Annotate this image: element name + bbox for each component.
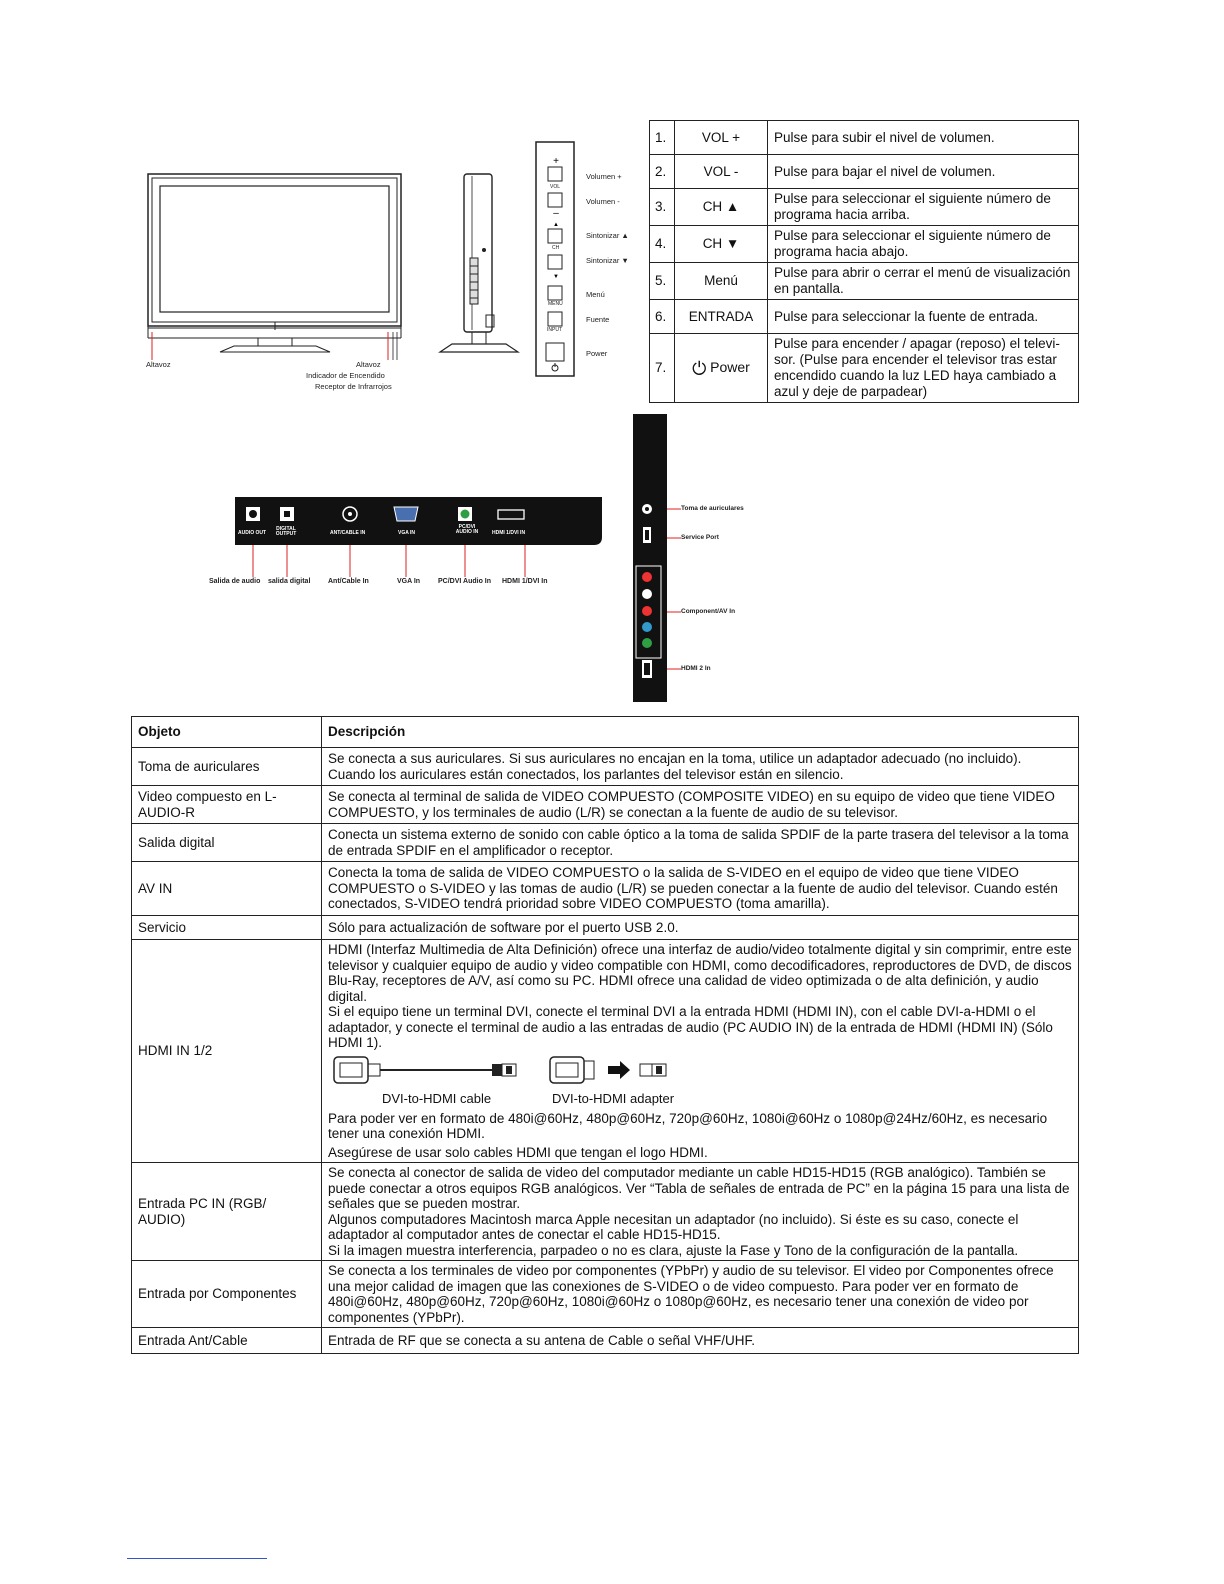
button-description: Pulse para subir el nivel de volumen.: [768, 121, 1079, 155]
callout-pc-dvi-audio-in: PC/DVI Audio In: [438, 578, 492, 585]
button-description: Pulse para abrir o cerrar el menú de visualización en pantalla.: [768, 263, 1079, 300]
table-row: [132, 862, 1079, 916]
object-description: [322, 1163, 1079, 1261]
label-speaker-left: Altavoz: [146, 360, 171, 369]
object-name: HDMI IN 1/2: [132, 940, 322, 1163]
label-power-indicator: Indicador de Encendido: [306, 371, 385, 380]
object-name: Entrada por Componentes: [132, 1261, 322, 1328]
row-number: 5.: [650, 263, 675, 300]
hdmi-paragraph-4: Asegúrese de usar solo cables HDMI que tengan el logo HDMI.: [328, 1144, 708, 1160]
row-number: 7.: [650, 334, 675, 403]
object-description: Conecta un sistema externo de sonido con cable óptico a la toma de salida SPDIF de la parte trasera del televisor a la toma de entrada SPDIF en el amplificador o receptor.: [322, 824, 1079, 862]
callout-digital-output: salida digital: [268, 578, 311, 585]
object-description: Entrada de RF que se conecta a su antena de Cable o señal VHF/UHF.: [322, 1328, 1079, 1354]
side-label-power: Power: [586, 349, 608, 358]
table-row: [650, 263, 1079, 300]
side-label-volume-down: Volumen -: [586, 197, 620, 206]
object-description: Sólo para actualización de software por el puerto USB 2.0.: [322, 916, 1079, 940]
callout-hdmi2-in: HDMI 2 In: [681, 665, 711, 672]
port-label-audio-out: AUDIO OUT: [238, 530, 267, 536]
power-icon: ⏻: [692, 358, 707, 379]
side-label-vol: VOL: [550, 184, 561, 190]
pc-in-paragraph-3: Si la imagen muestra interferencia, parpadeo o no es clara, ajuste la Fase y Tono de la configuración de la pantalla.: [328, 1242, 1019, 1258]
callout-headphone-jack: Toma de auriculares: [681, 505, 744, 512]
button-name: CH ▼: [675, 226, 768, 263]
pc-in-paragraph-2: Algunos computadores Macintosh marca Apple necesitan un adaptador (no incluido). Si éste es su caso, conecte el adaptador al computador antes de conectar el cable HD15-HD15.: [328, 1211, 1019, 1242]
object-description-hdmi: [322, 940, 1079, 1163]
table-row: [650, 189, 1079, 226]
object-name: Entrada Ant/Cable: [132, 1328, 322, 1354]
table-row: [650, 300, 1079, 334]
table-row-hdmi: [132, 940, 1079, 1163]
button-name-power: [675, 334, 768, 403]
row-number: 1.: [650, 121, 675, 155]
button-name: CH ▲: [675, 189, 768, 226]
object-description: Se conecta al terminal de salida de VIDEO COMPUESTO (COMPOSITE VIDEO) en su equipo de video que tiene VIDEO COMPUESTO, y los terminales de audio (L/R) se conectan a la fuente de audio de su televisor.: [322, 786, 1079, 824]
side-button-panel-illustration: [534, 140, 576, 380]
power-label: Power: [710, 359, 750, 376]
port-label-pc-dvi-audio-in: PC/DVI AUDIO IN: [455, 524, 479, 535]
button-name: VOL -: [675, 155, 768, 189]
objects-table: [131, 716, 1079, 1354]
row-number: 6.: [650, 300, 675, 334]
svg-text:+: +: [553, 156, 559, 167]
side-label-menu-text: Menú: [586, 290, 605, 299]
table-row: [650, 121, 1079, 155]
table-row: [132, 916, 1079, 940]
dvi-hdmi-diagram: [328, 1051, 1072, 1111]
button-description: Pulse para seleccionar el siguiente número de programa hacia abajo.: [768, 226, 1079, 263]
table-row: [650, 334, 1079, 403]
table-row: [132, 748, 1079, 786]
tv-front-illustration: [140, 170, 410, 360]
side-ports-illustration: [633, 414, 683, 704]
hdmi-paragraph-3: Para poder ver en formato de 480i@60Hz, 480p@60Hz, 720p@60Hz, 1080i@60Hz o 1080p@24Hz/60Hz, es necesario tener una conexión HDMI.: [328, 1110, 1048, 1141]
caption-dvi-hdmi-cable: DVI-to-HDMI cable: [382, 1090, 492, 1106]
side-label-volume-up: Volumen +: [586, 172, 622, 181]
hdmi-paragraph-1: HDMI (Interfaz Multimedia de Alta Definición) ofrece una interfaz de audio/video totalmente digital y sin comprimir, entre este televisor y cualquier equipo de audio y video compatible con HDMI, como decodificadores, reproductores de DVD, de discos Blu-Ray, receptores de A/V, así como su PC. HDMI ofrece una calidad de video optimizada o de alta definición, y audio digital.: [328, 942, 1072, 1004]
table-row: [132, 1328, 1079, 1354]
row-number: 2.: [650, 155, 675, 189]
table-header-row: [132, 717, 1079, 748]
table-row: [650, 226, 1079, 263]
side-label-input: INPUT: [547, 327, 562, 333]
side-label-menu: MENU: [548, 301, 563, 307]
port-label-digital-output: DIGITAL OUTPUT: [275, 526, 297, 537]
caption-dvi-hdmi-adapter: DVI-to-HDMI adapter: [552, 1090, 675, 1106]
button-description: Pulse para bajar el nivel de volumen.: [768, 155, 1079, 189]
tv-side-illustration: [436, 170, 522, 360]
side-label-ch: CH: [552, 245, 560, 251]
button-name: VOL +: [675, 121, 768, 155]
pc-in-paragraph-1: Se conecta al conector de salida de video del computador mediante un cable HD15-HD15 (RGB analógico). También se puede conectar a otros equipos RGB analógicos. Ver “Tabla de señales de entrada de PC” en la página 15 para una lista de señales que se pueden mostrar.: [328, 1165, 1070, 1211]
callout-component-av-in: Component/AV In: [681, 608, 736, 615]
table-row: [132, 1163, 1079, 1261]
svg-text:▲: ▲: [553, 222, 559, 228]
object-description: Se conecta a sus auriculares. Si sus auriculares no encajan en la toma, utilice un adaptador adecuado (no incluido). Cuando los auriculares están conectados, los parlantes del televisor están en silencio.: [322, 748, 1079, 786]
footnote-rule: [127, 1558, 267, 1559]
object-name: AV IN: [132, 862, 322, 916]
table-row: [132, 824, 1079, 862]
buttons-table: [649, 120, 1079, 403]
side-label-channel-up: Sintonizar ▲: [586, 231, 629, 240]
object-description: Conecta la toma de salida de VIDEO COMPUESTO o la salida de S-VIDEO en el equipo de video que tiene VIDEO COMPUESTO o S-VIDEO y las tomas de audio (L/R) se pueden conectar a la fuente de audio del televisor. Cuando estén conectados, S-VIDEO tendrá prioridad sobre VIDEO COMPUESTO (toma amarilla).: [322, 862, 1079, 916]
object-name: Entrada PC IN (RGB/ AUDIO): [132, 1163, 322, 1261]
port-label-ant-cable-in: ANT/CABLE IN: [330, 530, 366, 536]
callout-audio-out: Salida de audio: [209, 578, 261, 585]
object-description: Se conecta a los terminales de video por componentes (YPbPr) y audio de su televisor. El video por Componentes ofrece una mejor calidad de imagen que las conexiones de S-VIDEO o de video compuesto. Para poder ver en formato de 480i@60Hz, 480p@60Hz, 720p@60Hz, 1080i@60Hz o 1080p@60Hz, es necesario tener una conexión de video por componentes (YPbPr).: [322, 1261, 1079, 1328]
callout-ant-cable-in: Ant/Cable In: [328, 578, 369, 585]
svg-text:–: –: [553, 208, 559, 219]
row-number: 4.: [650, 226, 675, 263]
header-object: Objeto: [132, 717, 322, 748]
table-row: [132, 1261, 1079, 1328]
object-name: Toma de auriculares: [132, 748, 322, 786]
button-description: Pulse para seleccionar el siguiente número de programa hacia arriba.: [768, 189, 1079, 226]
button-description: Pulse para seleccionar la fuente de entrada.: [768, 300, 1079, 334]
header-description: Descripción: [322, 717, 1079, 748]
table-row: [132, 786, 1079, 824]
button-name: ENTRADA: [675, 300, 768, 334]
callout-vga-in: VGA In: [397, 578, 421, 585]
port-label-hdmi1-dvi-in: HDMI 1/DVI IN: [492, 530, 526, 536]
row-number: 3.: [650, 189, 675, 226]
object-name: Video compuesto en L-AUDIO-R: [132, 786, 322, 824]
dvi-hdmi-connectors-icon: [328, 1053, 688, 1093]
object-name: Servicio: [132, 916, 322, 940]
button-name: Menú: [675, 263, 768, 300]
svg-text:▼: ▼: [553, 274, 559, 280]
side-label-source: Fuente: [586, 315, 610, 324]
table-row: [650, 155, 1079, 189]
side-label-channel-down: Sintonizar ▼: [586, 256, 629, 265]
callout-service-port: Service Port: [681, 534, 719, 541]
label-ir-receiver: Receptor de Infrarrojos: [315, 382, 392, 391]
object-name: Salida digital: [132, 824, 322, 862]
port-label-vga-in: VGA IN: [398, 530, 416, 536]
label-speaker-right: Altavoz: [356, 360, 381, 369]
button-description: Pulse para encender / apagar (reposo) el televi-sor. (Pulse para encender el televisor tras estar encendido cuando la luz LED haya cambiado a azul y deje de parpadear): [768, 334, 1079, 403]
callout-hdmi1-dvi-in: HDMI 1/DVI In: [502, 578, 548, 585]
hdmi-paragraph-2: Si el equipo tiene un terminal DVI, conecte el terminal DVI a la entrada HDMI (HDMI IN), con el cable DVI-a-HDMI o el adaptador, y conecte el terminal de audio a las entradas de audio (PC AUDIO IN) de la entrada de HDMI (HDMI IN) (Sólo HDMI 1).: [328, 1004, 1053, 1050]
